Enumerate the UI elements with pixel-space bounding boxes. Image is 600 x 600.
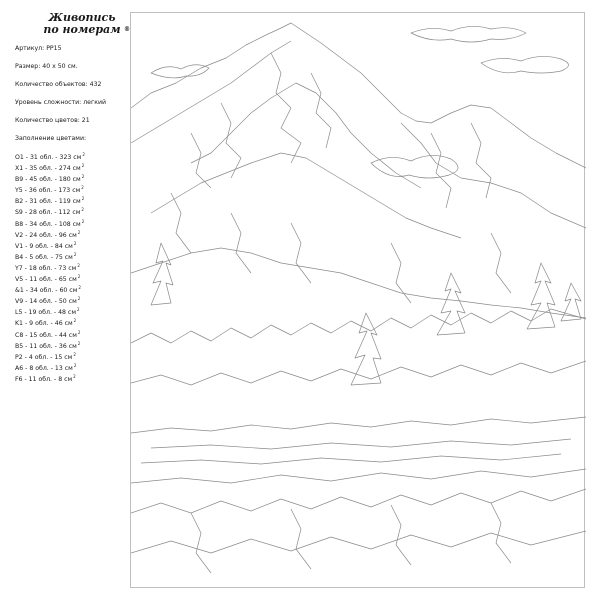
- area-unit-superscript: 2: [82, 152, 85, 157]
- color-fill-row: [15, 229, 85, 240]
- area-unit-superscript: 2: [73, 240, 77, 246]
- color-fill-text: B8 - 34 обл. - 108 см: [15, 220, 81, 228]
- area-unit-superscript: 2: [78, 285, 81, 291]
- area-unit-superscript: 2: [73, 318, 77, 324]
- area-unit-superscript: 2: [73, 373, 76, 379]
- area-unit-superscript: 2: [77, 329, 81, 335]
- cloud-top-left: [151, 65, 209, 78]
- color-fill-row: [15, 373, 85, 384]
- color-fill-text: X1 - 35 обл. - 274 см: [15, 165, 81, 173]
- area-unit-superscript: 2: [77, 262, 80, 268]
- cloud-top-right-1: [411, 26, 526, 42]
- color-fill-row: [15, 251, 85, 262]
- logo-line-2: по номерам: [43, 23, 121, 36]
- color-fill-row: [15, 262, 85, 273]
- color-fill-row: [15, 273, 85, 284]
- color-fill-text: A6 - 8 обл. - 13 см: [15, 364, 73, 372]
- area-unit-superscript: 2: [81, 185, 84, 191]
- color-fill-text: Y5 - 36 обл. - 173 см: [15, 187, 81, 195]
- snow-facets-2: [191, 103, 241, 188]
- color-fill-text: V2 - 24 обл. - 96 см: [15, 231, 77, 239]
- snow-facets-1: [271, 53, 331, 163]
- color-fill-row: [15, 295, 85, 306]
- color-fill-text: Y7 - 18 обл. - 73 см: [15, 264, 77, 272]
- canvas-size: Размер: 40 x 50 см.: [15, 63, 78, 70]
- color-fill-text: B4 - 5 обл. - 75 см: [15, 253, 73, 261]
- color-count: Количество цветов: 21: [15, 117, 90, 124]
- rock-band-1: [131, 361, 586, 385]
- color-fill-row: [15, 284, 85, 295]
- color-fill-row: [15, 195, 85, 206]
- color-fill-text: V5 - 11 обл. - 65 см: [15, 276, 77, 284]
- lake-shore-bottom: [131, 469, 586, 483]
- color-fill-row: [15, 173, 85, 184]
- slope-detail-left: [171, 193, 311, 283]
- foreground-detail: [191, 503, 511, 573]
- area-unit-superscript: 2: [77, 340, 81, 346]
- tree-left: [151, 243, 173, 305]
- valley-line: [131, 248, 586, 318]
- color-fill-row: [15, 162, 85, 173]
- tree-right-1: [437, 273, 465, 335]
- area-unit-superscript: 2: [73, 351, 76, 357]
- area-unit-superscript: 2: [73, 251, 77, 257]
- area-unit-superscript: 2: [81, 218, 85, 224]
- lake-line-1: [151, 439, 571, 449]
- color-fill-text: &1 - 34 обл. - 60 см: [15, 287, 78, 295]
- color-fill-row: [15, 151, 85, 162]
- main-peak-outline: [131, 23, 586, 168]
- color-fill-text: B5 - 11 обл. - 36 см: [15, 342, 77, 350]
- color-fill-row: [15, 329, 85, 340]
- color-fill-text: C8 - 15 обл. - 44 см: [15, 331, 77, 339]
- cloud-top-right-2: [481, 56, 569, 73]
- color-fill-text: K1 - 9 обл. - 46 см: [15, 320, 73, 328]
- object-count: Количество объектов: 432: [15, 81, 102, 88]
- area-unit-superscript: 2: [77, 307, 80, 313]
- tree-right-3: [561, 283, 581, 321]
- coloring-canvas: [130, 12, 585, 588]
- lake-line-2: [141, 454, 561, 464]
- mountain-line-art: [131, 13, 586, 589]
- area-unit-superscript: 2: [77, 296, 81, 302]
- color-fill-row: [15, 218, 85, 229]
- color-fill-text: S9 - 28 обл. - 112 см: [15, 209, 81, 217]
- area-unit-superscript: 2: [77, 274, 81, 280]
- color-fill-row: [15, 317, 85, 328]
- color-fill-text: B2 - 31 обл. - 119 см: [15, 198, 81, 206]
- article-number: Артикул: PP15: [15, 45, 62, 52]
- color-fill-row: [15, 306, 85, 317]
- color-fill-row: [15, 351, 85, 362]
- area-unit-superscript: 2: [81, 163, 85, 169]
- color-fill-list: [15, 151, 85, 384]
- slope-detail-right: [391, 233, 511, 303]
- brand-logo: [42, 11, 130, 36]
- color-fill-row: [15, 340, 85, 351]
- color-fill-text: B9 - 45 обл. - 180 см: [15, 176, 81, 184]
- difficulty-level: Уровень сложности: легкий: [15, 99, 107, 106]
- right-ridge: [401, 123, 586, 228]
- color-fill-text: F6 - 11 обл. - 8 см: [15, 375, 73, 383]
- fill-heading: Заполнение цветами:: [15, 135, 87, 142]
- foreground-rocks-1: [131, 489, 586, 513]
- color-fill-text: V1 - 9 обл. - 84 см: [15, 242, 73, 250]
- color-fill-row: [15, 206, 85, 217]
- color-fill-text: V9 - 14 обл. - 50 см: [15, 298, 77, 306]
- foreground-rocks-2: [131, 531, 586, 553]
- color-fill-row: [15, 184, 85, 195]
- area-unit-superscript: 2: [73, 362, 77, 368]
- color-fill-row: [15, 240, 85, 251]
- area-unit-superscript: 2: [81, 174, 85, 180]
- color-fill-text: P2 - 4 обл. - 15 см: [15, 353, 73, 361]
- color-fill-row: [15, 362, 85, 373]
- cloud-mid-right: [371, 155, 458, 178]
- area-unit-superscript: 2: [81, 196, 85, 202]
- forest-line-1: [131, 309, 586, 343]
- color-fill-text: O1 - 31 обл. - 323 см: [15, 154, 82, 161]
- area-unit-superscript: 2: [77, 229, 81, 235]
- lake-shore-top: [131, 417, 586, 433]
- registered-mark: ®: [124, 26, 130, 33]
- logo-line-1: Живопись: [48, 11, 116, 24]
- left-ridge: [131, 41, 291, 143]
- area-unit-superscript: 2: [81, 207, 84, 213]
- color-fill-text: L5 - 19 обл. - 48 см: [15, 309, 76, 317]
- tree-right-2: [527, 263, 555, 329]
